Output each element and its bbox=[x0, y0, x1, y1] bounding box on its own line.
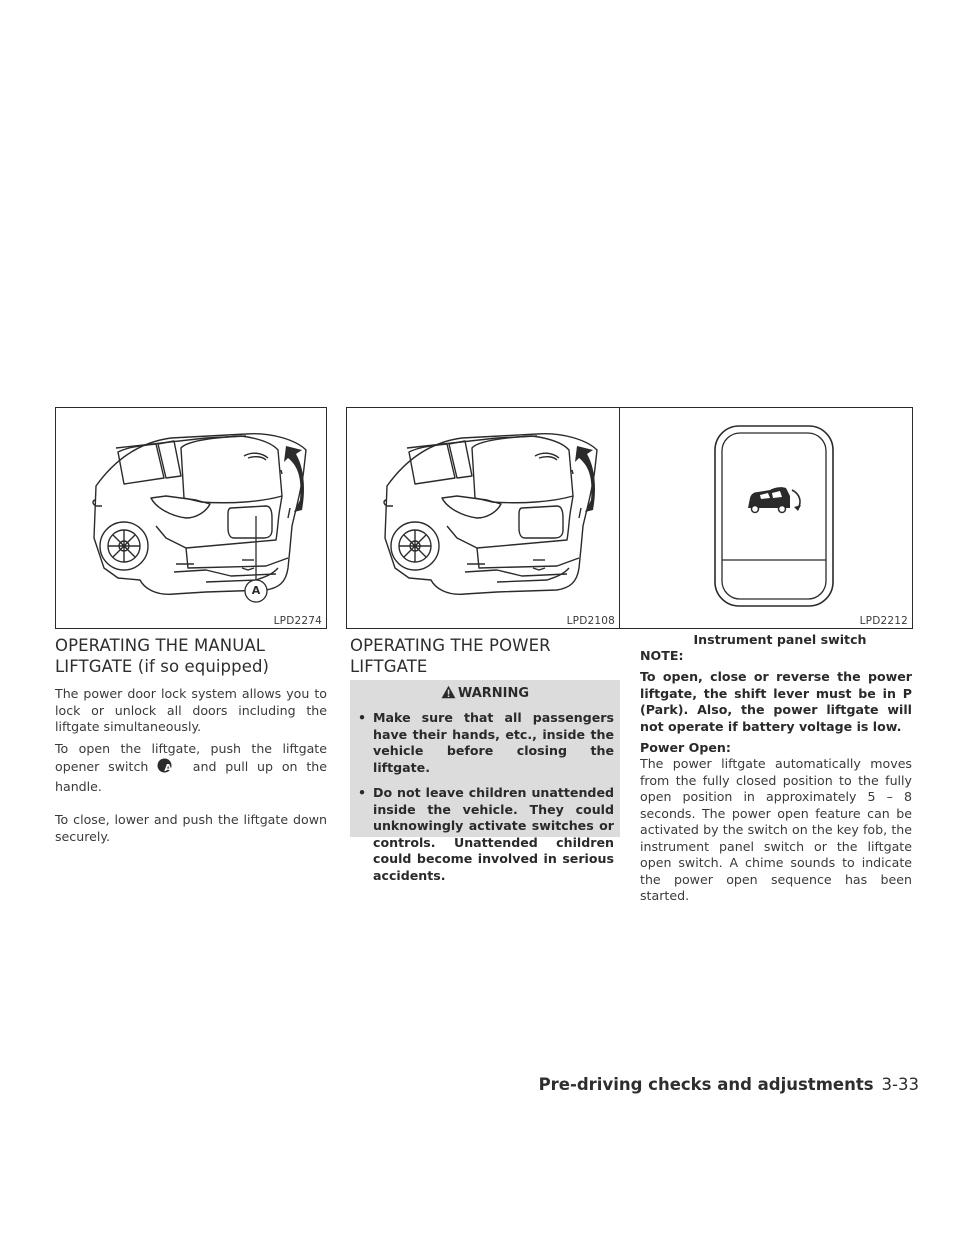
figure-power-liftgate bbox=[346, 407, 620, 629]
callout-label-a: A bbox=[251, 584, 261, 597]
figure-code: LPD2108 bbox=[566, 615, 615, 627]
warning-list bbox=[356, 710, 614, 893]
note-label: NOTE: bbox=[640, 648, 684, 663]
figure-caption: Instrument panel switch bbox=[693, 632, 867, 647]
paragraph: The power door lock system allows you to lock or unlock all doors including the liftgate simultaneously. bbox=[55, 686, 327, 734]
text: To open the liftgate, push the liftgate opener switch bbox=[55, 741, 327, 774]
warning-box bbox=[350, 680, 620, 883]
warning-item: • Make sure that all passengers have their hands, etc., inside the vehicle before closing the liftgate. bbox=[356, 710, 614, 776]
liftgate-car-icon bbox=[748, 487, 801, 512]
power-open-label: Power Open: bbox=[640, 740, 731, 755]
paragraph: To close, lower and push the liftgate down securely. bbox=[55, 812, 327, 844]
text: and pull up on the handle. bbox=[55, 758, 327, 794]
figure-instrument-panel-switch bbox=[619, 407, 913, 629]
figure-code: LPD2274 bbox=[273, 615, 322, 627]
callout-marker-label: A bbox=[164, 762, 172, 774]
warning-item: • Do not leave children unattended inside the vehicle. They could unknowingly activate switches or controls. Unattended children could become involved in serious accidents. bbox=[356, 785, 614, 884]
heading-line: OPERATING THE POWER LIFTGATE bbox=[350, 636, 551, 676]
note-text: To open, close or reverse the power liftgate, the shift lever must be in P (Park). Also, the power liftgate will not operate if battery voltage is low. bbox=[640, 669, 912, 734]
suv-rear-illustration bbox=[347, 408, 618, 627]
figure-manual-liftgate bbox=[55, 407, 327, 629]
warning-icon bbox=[441, 685, 456, 699]
page-number: 3-33 bbox=[881, 1075, 919, 1094]
paragraph bbox=[55, 741, 327, 796]
figure-code: LPD2212 bbox=[859, 615, 908, 627]
warning-title: WARNING bbox=[457, 686, 530, 701]
page-footer bbox=[539, 1075, 919, 1094]
warning-header bbox=[350, 685, 620, 701]
heading-line: OPERATING THE MANUAL bbox=[55, 636, 266, 655]
power-open-text: The power liftgate automatically moves from the fully closed position to the fully open position in approximately 5 – 8 seconds. The power open feature can be activated by the switch on the key fob, the instrument panel switch or the liftgate open switch. A chime sounds to indicate the power open sequence has been started. bbox=[640, 756, 912, 903]
callout-marker-a bbox=[157, 758, 184, 780]
footer-section-title: Pre-driving checks and adjustments bbox=[538, 1075, 874, 1094]
section-heading-manual bbox=[55, 635, 327, 677]
switch-illustration bbox=[620, 408, 911, 627]
suv-rear-illustration bbox=[56, 408, 325, 627]
heading-line: LIFTGATE (if so equipped) bbox=[55, 657, 270, 676]
